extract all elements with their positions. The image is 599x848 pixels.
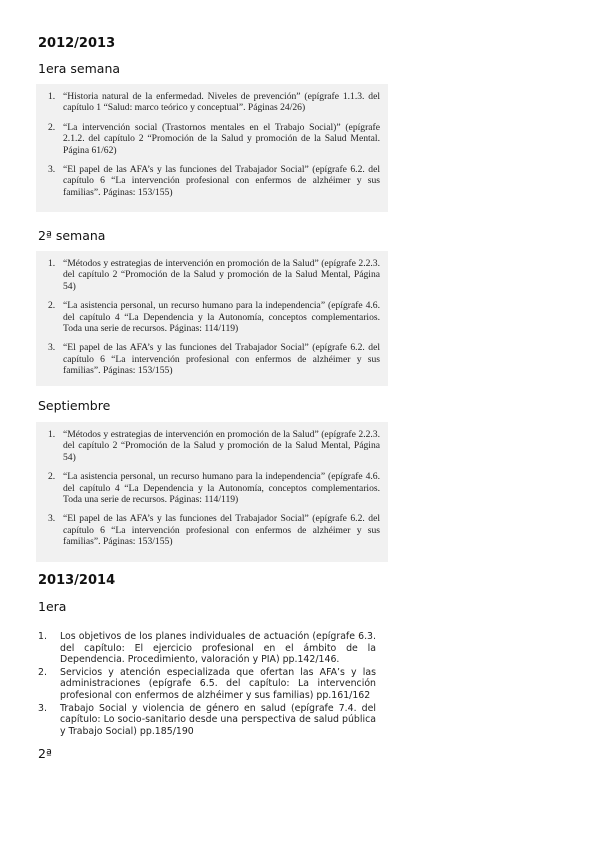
list-item: 3. “El papel de las AFA’s y las funciones del Trabajador Social” (epígrafe 6.2. del capítulo 6 “La intervención profesional con enfermos de alzhéimer y sus familias”. Páginas: 153/155)	[48, 164, 380, 198]
list-item: 1. “Historia natural de la enfermedad. Niveles de prevención” (epígrafe 1.1.3. del capítulo 1 “Salud: marco teórico y conceptual”. Páginas 24/26)	[48, 91, 380, 114]
week-heading: 1era semana	[38, 61, 121, 76]
reading-list	[36, 631, 376, 738]
list-item: 1. “Métodos y estrategias de intervención en promoción de la Salud” (epígrafe 2.2.3. del capítulo 2 “Promoción de la Salud y promoción de la Salud Mental, Página 54)	[48, 429, 380, 463]
week-heading: 2ª	[38, 746, 52, 761]
list-item: 1. Los objetivos de los planes individuales de actuación (epígrafe 6.3. del capítulo: El ejercicio profesional en el ámbito de la Dependencia. Procedimiento, valoración y PIA) pp.142/146.	[38, 631, 376, 666]
list-item: 2. “La asistencia personal, un recurso humano para la independencia” (epígrafe 4.6. del capítulo 4 “La Dependencia y la Autonomía, conceptos complementarios. Toda una serie de recursos. Páginas: 114/119)	[48, 300, 380, 335]
list-item: 3. “El papel de las AFA’s y las funciones del Trabajador Social” (epígrafe 6.2. del capítulo 6 “La intervención profesional con enfermos de alzhéimer y sus familias”. Páginas: 153/155)	[48, 342, 380, 377]
list-item: 2. “La intervención social (Trastornos mentales en el Trabajo Social)” (epígrafe 2.1.2. del capítulo 2 “Promoción de la Salud y promoción de la Salud Mental. Página 61/62)	[48, 121, 380, 156]
week-heading: Septiembre	[38, 398, 111, 413]
scanned-reading-list	[36, 84, 388, 212]
list-item: 1. “Métodos y estrategias de intervención en promoción de la Salud” (epígrafe 2.2.3. del capítulo 2 “Promoción de la Salud y promoción de la Salud Mental, Página 54)	[48, 258, 380, 292]
list-item: 3. Trabajo Social y violencia de género en salud (epígrafe 7.4. del capítulo: Lo socio-sanitario desde una perspectiva de salud pública y Trabajo Social) pp.185/190	[38, 702, 376, 737]
section-year-heading: 2012/2013	[38, 36, 116, 51]
list-item: 3. “El papel de las AFA’s y las funciones del Trabajador Social” (epígrafe 6.2. del capítulo 6 “La intervención profesional con enfermos de alzhéimer y sus familias”. Páginas: 153/155)	[48, 513, 380, 548]
scanned-reading-list	[36, 422, 388, 562]
scanned-reading-list	[36, 251, 388, 386]
list-item: 2. Servicios y atención especializada que ofertan las AFA’s y las administraciones (epígrafe 6.5. del capítulo: La intervención profesional con enfermos de alzhéimer y sus familias) pp.161/162	[38, 666, 376, 701]
week-heading: 2ª semana	[38, 228, 106, 243]
list-item: 2. “La asistencia personal, un recurso humano para la independencia” (epígrafe 4.6. del capítulo 4 “La Dependencia y la Autonomía, conceptos complementarios. Toda una serie de recursos. Páginas: 114/119)	[48, 471, 380, 506]
week-heading: 1era	[38, 599, 67, 614]
section-year-heading: 2013/2014	[38, 573, 116, 588]
